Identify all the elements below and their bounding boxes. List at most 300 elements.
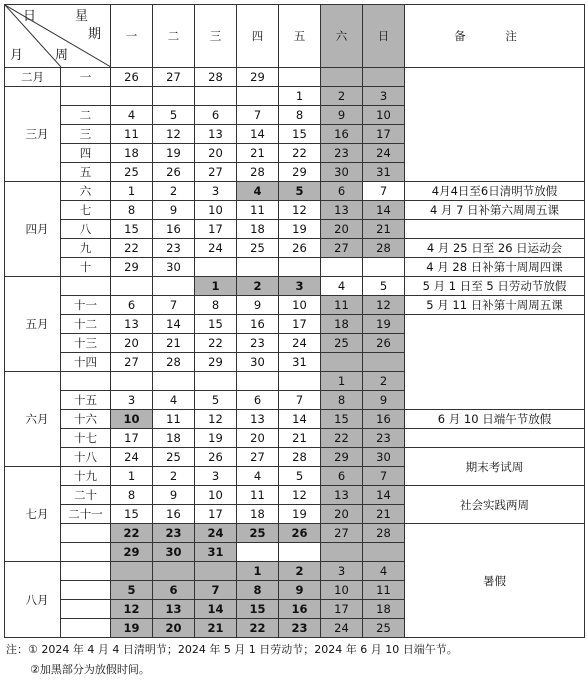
day-cell	[111, 87, 153, 106]
week-number: 二十	[61, 486, 111, 505]
note-cell	[405, 448, 585, 486]
week-number: 八	[61, 220, 111, 239]
day-cell: 15	[279, 125, 321, 144]
day-cell: 5	[153, 106, 195, 125]
day-cell: 20	[237, 429, 279, 448]
day-cell	[153, 277, 195, 296]
day-cell: 27	[195, 163, 237, 182]
month-label	[5, 87, 61, 182]
week-number: 三	[61, 125, 111, 144]
day-cell: 26	[279, 239, 321, 258]
day-cell: 3	[111, 391, 153, 410]
day-cell: 27	[237, 448, 279, 467]
day-cell: 26	[111, 68, 153, 87]
week-number	[61, 372, 111, 391]
day-cell: 14	[363, 201, 405, 220]
header-ri: 日	[23, 9, 37, 24]
day-cell: 4	[237, 467, 279, 486]
day-cell	[195, 258, 237, 277]
day-cell: 30	[153, 543, 195, 562]
week-number: 六	[61, 182, 111, 201]
notes-header: 备 注	[405, 5, 585, 68]
note-text: 6 月 10 日端午节放假	[437, 412, 552, 426]
day-cell: 28	[363, 524, 405, 543]
day-cell: 30	[321, 163, 363, 182]
day-cell: 17	[195, 220, 237, 239]
day-cell: 8	[237, 581, 279, 600]
calendar-row	[5, 68, 585, 87]
day-cell: 1	[237, 562, 279, 581]
day-cell: 7	[195, 581, 237, 600]
day-cell: 13	[237, 410, 279, 429]
day-cell	[195, 562, 237, 581]
day-cell: 24	[321, 619, 363, 638]
footnote-2: ②加黑部分为放假时间。	[30, 663, 150, 676]
week-number: 十	[61, 258, 111, 277]
day-cell: 20	[321, 220, 363, 239]
day-cell: 9	[153, 201, 195, 220]
day-cell: 5	[279, 467, 321, 486]
day-cell: 24	[111, 448, 153, 467]
day-cell	[111, 372, 153, 391]
weekday-tue: 二	[153, 5, 195, 68]
day-cell: 10	[279, 296, 321, 315]
day-cell: 17	[321, 600, 363, 619]
day-cell: 31	[195, 543, 237, 562]
day-cell	[279, 68, 321, 87]
day-cell: 7	[153, 296, 195, 315]
day-cell: 21	[237, 144, 279, 163]
day-cell: 22	[321, 429, 363, 448]
day-cell: 9	[153, 486, 195, 505]
calendar-row	[5, 448, 585, 467]
day-cell: 15	[111, 220, 153, 239]
day-cell	[111, 277, 153, 296]
week-number	[61, 543, 111, 562]
month-label	[5, 182, 61, 277]
month-label-text: 六月	[25, 412, 49, 426]
day-cell: 15	[321, 410, 363, 429]
header-xing: 星	[75, 9, 89, 24]
day-cell: 18	[111, 144, 153, 163]
day-cell: 15	[195, 315, 237, 334]
week-number: 一	[61, 68, 111, 87]
day-cell: 16	[153, 505, 195, 524]
calendar-row	[5, 239, 585, 258]
day-cell: 2	[363, 372, 405, 391]
day-cell: 5	[195, 391, 237, 410]
month-label-text: 七月	[25, 507, 49, 521]
calendar-row	[5, 429, 585, 448]
day-cell: 15	[237, 600, 279, 619]
note-cell	[405, 258, 585, 277]
header-yue: 月	[10, 48, 24, 63]
day-cell: 21	[363, 220, 405, 239]
header-diagonal-cell	[5, 5, 111, 68]
day-cell	[279, 543, 321, 562]
day-cell: 10	[195, 486, 237, 505]
week-number: 十七	[61, 429, 111, 448]
day-cell: 20	[111, 334, 153, 353]
day-cell: 6	[153, 581, 195, 600]
day-cell: 23	[363, 429, 405, 448]
note-text: 4 月 7 日补第六周周五课	[429, 203, 560, 217]
week-number: 十六	[61, 410, 111, 429]
day-cell: 25	[363, 619, 405, 638]
week-number: 二	[61, 106, 111, 125]
day-cell: 30	[153, 258, 195, 277]
day-cell: 11	[237, 486, 279, 505]
day-cell: 18	[363, 600, 405, 619]
day-cell: 8	[321, 391, 363, 410]
day-cell: 25	[153, 448, 195, 467]
day-cell: 22	[279, 144, 321, 163]
day-cell: 28	[363, 239, 405, 258]
note-cell	[405, 68, 585, 182]
day-cell: 25	[321, 334, 363, 353]
day-cell	[321, 258, 363, 277]
note-text: 社会实践两周	[460, 497, 529, 512]
week-number	[61, 87, 111, 106]
note-text: 暑假	[483, 573, 506, 588]
day-cell: 25	[111, 163, 153, 182]
day-cell: 23	[153, 524, 195, 543]
calendar-row	[5, 220, 585, 239]
day-cell: 10	[363, 106, 405, 125]
day-cell: 1	[111, 182, 153, 201]
day-cell: 27	[321, 239, 363, 258]
day-cell: 14	[153, 315, 195, 334]
day-cell: 3	[195, 467, 237, 486]
day-cell: 19	[111, 619, 153, 638]
day-cell: 2	[321, 87, 363, 106]
note-text: 4 月 28 日补第十周周四课	[426, 260, 563, 274]
week-number	[61, 277, 111, 296]
day-cell	[279, 258, 321, 277]
day-cell: 8	[111, 486, 153, 505]
week-number: 七	[61, 201, 111, 220]
day-cell: 16	[153, 220, 195, 239]
school-calendar-table	[4, 4, 585, 638]
day-cell: 8	[111, 201, 153, 220]
day-cell: 16	[321, 125, 363, 144]
day-cell: 3	[321, 562, 363, 581]
day-cell: 7	[237, 106, 279, 125]
calendar-row	[5, 258, 585, 277]
day-cell: 1	[279, 87, 321, 106]
day-cell: 4	[153, 391, 195, 410]
day-cell: 26	[279, 524, 321, 543]
day-cell: 29	[111, 258, 153, 277]
week-number: 四	[61, 144, 111, 163]
day-cell: 13	[321, 201, 363, 220]
day-cell	[363, 258, 405, 277]
week-number: 十五	[61, 391, 111, 410]
week-number: 十一	[61, 296, 111, 315]
calendar-row	[5, 182, 585, 201]
day-cell: 17	[195, 505, 237, 524]
week-number: 五	[61, 163, 111, 182]
day-cell: 19	[279, 220, 321, 239]
calendar-row	[5, 201, 585, 220]
day-cell: 12	[279, 486, 321, 505]
day-cell: 5	[279, 182, 321, 201]
month-label	[5, 562, 61, 638]
note-text: 4 月 25 日至 26 日运动会	[426, 241, 563, 255]
calendar-row	[5, 486, 585, 505]
day-cell	[153, 372, 195, 391]
month-label	[5, 277, 61, 372]
day-cell: 7	[363, 182, 405, 201]
note-cell	[405, 315, 585, 410]
day-cell: 17	[279, 315, 321, 334]
day-cell	[195, 372, 237, 391]
week-number	[61, 619, 111, 638]
day-cell: 27	[111, 353, 153, 372]
day-cell: 13	[195, 125, 237, 144]
day-cell: 30	[363, 448, 405, 467]
day-cell	[321, 543, 363, 562]
day-cell: 10	[111, 410, 153, 429]
day-cell: 28	[279, 448, 321, 467]
day-cell: 9	[237, 296, 279, 315]
weekday-thu: 四	[237, 5, 279, 68]
day-cell: 23	[237, 334, 279, 353]
day-cell: 3	[363, 87, 405, 106]
note-cell	[405, 182, 585, 201]
day-cell: 26	[153, 163, 195, 182]
weekday-mon: 一	[111, 5, 153, 68]
day-cell: 29	[321, 448, 363, 467]
day-cell	[237, 87, 279, 106]
note-cell	[405, 524, 585, 638]
day-cell: 29	[111, 543, 153, 562]
day-cell: 17	[363, 125, 405, 144]
day-cell	[153, 87, 195, 106]
note-cell	[405, 277, 585, 296]
header-zhou: 周	[55, 48, 69, 63]
day-cell: 23	[153, 239, 195, 258]
day-cell: 9	[321, 106, 363, 125]
day-cell: 3	[279, 277, 321, 296]
day-cell: 4	[237, 182, 279, 201]
day-cell	[237, 372, 279, 391]
day-cell: 16	[279, 600, 321, 619]
day-cell: 30	[237, 353, 279, 372]
day-cell: 10	[321, 581, 363, 600]
day-cell: 18	[153, 429, 195, 448]
note-text: 4月4日至6日清明节放假	[431, 184, 558, 198]
day-cell: 12	[363, 296, 405, 315]
day-cell: 27	[321, 524, 363, 543]
day-cell	[237, 258, 279, 277]
day-cell: 2	[279, 562, 321, 581]
day-cell: 20	[153, 619, 195, 638]
day-cell: 20	[195, 144, 237, 163]
day-cell: 6	[111, 296, 153, 315]
day-cell: 11	[321, 296, 363, 315]
note-text: 期末考试周	[465, 459, 524, 474]
day-cell: 18	[237, 220, 279, 239]
weekday-sat: 六	[321, 5, 363, 68]
week-number: 十九	[61, 467, 111, 486]
calendar-row	[5, 277, 585, 296]
week-number: 二十一	[61, 505, 111, 524]
calendar-row	[5, 315, 585, 334]
day-cell: 19	[195, 429, 237, 448]
day-cell: 31	[279, 353, 321, 372]
day-cell: 22	[111, 524, 153, 543]
day-cell: 8	[279, 106, 321, 125]
header-qi: 期	[88, 27, 102, 42]
day-cell: 4	[363, 562, 405, 581]
day-cell: 21	[279, 429, 321, 448]
day-cell: 1	[321, 372, 363, 391]
note-text: 5 月 11 日补第十周周五课	[426, 298, 563, 312]
day-cell: 22	[237, 619, 279, 638]
day-cell: 2	[153, 467, 195, 486]
day-cell: 18	[237, 505, 279, 524]
day-cell	[279, 372, 321, 391]
month-label: 二月	[5, 68, 61, 87]
day-cell: 5	[363, 277, 405, 296]
week-number: 十二	[61, 315, 111, 334]
note-cell	[405, 429, 585, 448]
day-cell: 9	[279, 581, 321, 600]
note-cell	[405, 486, 585, 524]
week-number: 九	[61, 239, 111, 258]
day-cell: 20	[321, 505, 363, 524]
day-cell: 17	[111, 429, 153, 448]
month-label	[5, 372, 61, 467]
day-cell: 1	[111, 467, 153, 486]
day-cell: 31	[363, 163, 405, 182]
header-row	[5, 5, 585, 68]
day-cell: 12	[279, 201, 321, 220]
day-cell: 14	[363, 486, 405, 505]
day-cell: 7	[279, 391, 321, 410]
week-number: 十八	[61, 448, 111, 467]
note-cell	[405, 296, 585, 315]
day-cell: 21	[195, 619, 237, 638]
month-label-text: 五月	[25, 317, 49, 331]
day-cell: 11	[237, 201, 279, 220]
day-cell	[111, 562, 153, 581]
day-cell: 25	[237, 239, 279, 258]
day-cell: 23	[279, 619, 321, 638]
day-cell: 24	[195, 239, 237, 258]
day-cell: 1	[195, 277, 237, 296]
day-cell: 12	[195, 410, 237, 429]
day-cell: 27	[153, 68, 195, 87]
day-cell: 26	[363, 334, 405, 353]
day-cell: 10	[195, 201, 237, 220]
day-cell: 9	[363, 391, 405, 410]
week-number	[61, 600, 111, 619]
day-cell: 22	[195, 334, 237, 353]
day-cell: 22	[111, 239, 153, 258]
day-cell	[363, 68, 405, 87]
month-label-text: 三月	[25, 127, 49, 141]
footnote-1: 注：① 2024 年 4 月 4 日清明节；2024 年 5 月 1 日劳动节；2024 年 6 月 10 日端午节。	[6, 643, 458, 656]
day-cell: 23	[321, 144, 363, 163]
day-cell: 4	[111, 106, 153, 125]
day-cell: 8	[195, 296, 237, 315]
day-cell: 16	[237, 315, 279, 334]
day-cell: 24	[363, 144, 405, 163]
day-cell: 28	[237, 163, 279, 182]
month-label-text: 四月	[25, 222, 49, 236]
day-cell: 11	[153, 410, 195, 429]
note-cell	[405, 220, 585, 239]
calendar-row	[5, 410, 585, 429]
day-cell	[321, 68, 363, 87]
day-cell: 24	[279, 334, 321, 353]
week-number: 十三	[61, 334, 111, 353]
day-cell: 3	[195, 182, 237, 201]
day-cell: 6	[321, 182, 363, 201]
day-cell: 5	[111, 581, 153, 600]
day-cell: 14	[195, 600, 237, 619]
week-number	[61, 581, 111, 600]
day-cell: 2	[153, 182, 195, 201]
day-cell: 29	[195, 353, 237, 372]
day-cell: 21	[153, 334, 195, 353]
day-cell	[153, 562, 195, 581]
day-cell: 7	[363, 467, 405, 486]
day-cell: 2	[237, 277, 279, 296]
day-cell	[321, 353, 363, 372]
day-cell: 29	[237, 68, 279, 87]
weekday-fri: 五	[279, 5, 321, 68]
day-cell: 6	[195, 106, 237, 125]
day-cell: 24	[195, 524, 237, 543]
calendar-row	[5, 296, 585, 315]
day-cell: 14	[279, 410, 321, 429]
day-cell	[363, 353, 405, 372]
day-cell: 19	[279, 505, 321, 524]
calendar-row	[5, 524, 585, 543]
weekday-wed: 三	[195, 5, 237, 68]
note-cell	[405, 239, 585, 258]
week-number: 十四	[61, 353, 111, 372]
day-cell: 25	[237, 524, 279, 543]
day-cell: 11	[363, 581, 405, 600]
day-cell: 21	[363, 505, 405, 524]
day-cell: 29	[279, 163, 321, 182]
day-cell: 6	[321, 467, 363, 486]
day-cell: 16	[363, 410, 405, 429]
week-number	[61, 524, 111, 543]
day-cell: 12	[111, 600, 153, 619]
day-cell: 13	[111, 315, 153, 334]
day-cell	[195, 87, 237, 106]
day-cell: 11	[111, 125, 153, 144]
note-cell	[405, 201, 585, 220]
day-cell: 14	[237, 125, 279, 144]
day-cell: 26	[195, 448, 237, 467]
day-cell: 15	[111, 505, 153, 524]
month-label-text: 八月	[25, 592, 49, 607]
day-cell: 28	[153, 353, 195, 372]
day-cell: 18	[321, 315, 363, 334]
day-cell: 28	[195, 68, 237, 87]
note-text: 5 月 1 日至 5 日劳动节放假	[422, 279, 567, 293]
weekday-sun: 日	[363, 5, 405, 68]
week-number	[61, 562, 111, 581]
day-cell: 13	[321, 486, 363, 505]
month-label	[5, 467, 61, 562]
